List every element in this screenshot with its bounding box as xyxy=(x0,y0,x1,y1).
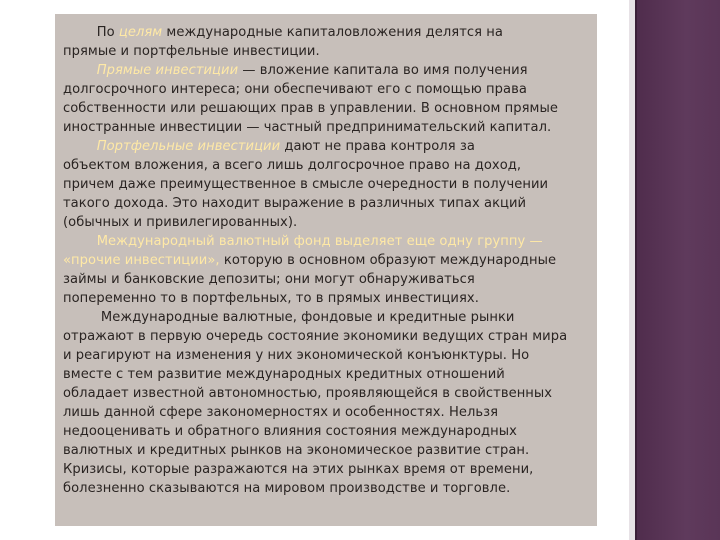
body-text: Международные валютные, фондовые и кредитные рынки xyxy=(63,310,515,325)
text-line xyxy=(63,99,591,118)
body-text: займы и банковские депозиты; они могут обнаруживаться xyxy=(63,272,475,287)
body-text: объектом вложения, а всего лишь долгосрочное право на доход, xyxy=(63,158,522,173)
text-line xyxy=(63,251,591,270)
sidebar-decoration xyxy=(635,0,720,540)
text-line xyxy=(63,384,591,403)
highlighted-term: Портфельные инвестиции xyxy=(96,139,281,154)
body-text: Кризисы, которые разражаются на этих рынках время от времени, xyxy=(63,462,534,477)
body-text: такого дохода. Это находит выражение в различных типах акций xyxy=(63,196,527,211)
text-panel xyxy=(55,14,597,526)
text-line xyxy=(63,327,591,346)
body-text: иностранные инвестиции — частный предпринимательский капитал. xyxy=(63,120,552,135)
text-line xyxy=(63,80,591,99)
highlighted-term: Международный валютный фонд выделяет еще одну группу — xyxy=(96,234,543,249)
body-text xyxy=(63,139,97,154)
body-text: дают не права контроля за xyxy=(280,139,475,154)
text-line xyxy=(63,479,591,498)
text-line xyxy=(63,232,591,251)
text-line xyxy=(63,270,591,289)
body-text: валютных и кредитных рынков на экономическое развитие стран. xyxy=(63,443,530,458)
highlighted-term: Прямые инвестиции xyxy=(96,63,239,78)
text-line xyxy=(63,422,591,441)
text-line xyxy=(63,308,591,327)
paragraph xyxy=(63,61,591,137)
text-line xyxy=(63,156,591,175)
text-line xyxy=(63,289,591,308)
text-line xyxy=(63,175,591,194)
text-line xyxy=(63,61,591,80)
text-line xyxy=(63,403,591,422)
text-line xyxy=(63,213,591,232)
paragraph xyxy=(63,308,591,498)
text-line xyxy=(63,137,591,156)
body-text: собственности или решающих прав в управлении. В основном прямые xyxy=(63,101,558,116)
sidebar-accent-line xyxy=(635,0,637,540)
text-line xyxy=(63,42,591,61)
text-line xyxy=(63,365,591,384)
paragraph xyxy=(63,232,591,308)
body-text: причем даже преимущественное в смысле очередности в получении xyxy=(63,177,549,192)
body-text xyxy=(63,234,97,249)
body-text: и реагируют на изменения у них экономической конъюнктуры. Но xyxy=(63,348,530,363)
body-text: (обычных и привилегированных). xyxy=(63,215,298,230)
highlighted-term: «прочие инвестиции», xyxy=(63,253,220,268)
text-line xyxy=(63,23,591,42)
body-text: отражают в первую очередь состояние экономики ведущих стран мира xyxy=(63,329,568,344)
body-text: лишь данной сфере закономерностях и особенностях. Нельзя xyxy=(63,405,499,420)
text-line xyxy=(63,346,591,365)
body-text: которую в основном образуют международные xyxy=(219,253,557,268)
body-text: — вложение капитала во имя получения xyxy=(238,63,528,78)
text-line xyxy=(63,118,591,137)
body-text: недооценивать и обратного влияния состояния международных xyxy=(63,424,517,439)
body-text: прямые и портфельные инвестиции. xyxy=(63,44,320,59)
body-text xyxy=(63,63,97,78)
text-line xyxy=(63,194,591,213)
body-text: обладает известной автономностью, проявляющейся в свойственных xyxy=(63,386,553,401)
paragraph xyxy=(63,23,591,61)
body-text: международные капиталовложения делятся на xyxy=(162,25,503,40)
body-text: вместе с тем развитие международных кредитных отношений xyxy=(63,367,505,382)
text-line xyxy=(63,441,591,460)
body-text: По xyxy=(63,25,119,40)
body-text: попеременно то в портфельных, то в прямых инвестициях. xyxy=(63,291,479,306)
body-text: долгосрочного интереса; они обеспечивают его с помощью права xyxy=(63,82,527,97)
paragraph xyxy=(63,137,591,232)
text-line xyxy=(63,460,591,479)
body-text: болезненно сказываются на мировом производстве и торговле. xyxy=(63,481,511,496)
highlighted-term: целям xyxy=(118,25,163,40)
